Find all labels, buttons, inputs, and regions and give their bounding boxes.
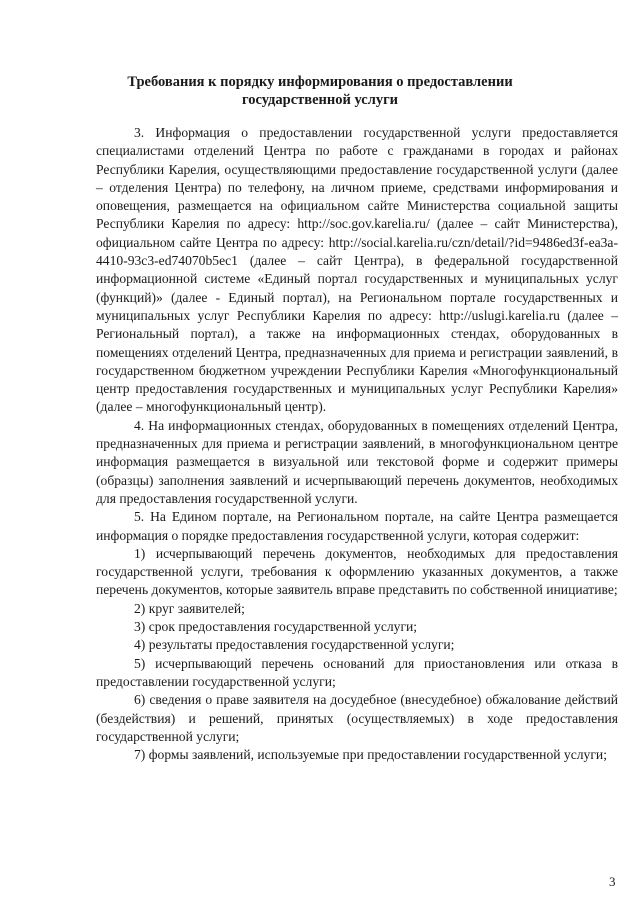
document-title: [90, 73, 550, 109]
list-item-4: 4) результаты предоставления государственной услуги;: [134, 637, 455, 653]
page-number: 3: [609, 874, 616, 889]
list-item-5: 5) исчерпывающий перечень оснований для приостановления или отказа в предоставлении государственной услуги;: [96, 655, 618, 689]
list-item-7: 7) формы заявлений, используемые при предоставлении государственной услуги;: [134, 747, 607, 763]
list-item-6: 6) сведения о праве заявителя на досудебное (внесудебное) обжалование действий (бездействия) и решений, принятых (осуществляемых) в ходе предоставления государственной услуги;: [96, 692, 618, 744]
title-line-1: Требования к порядку информирования о предоставлении: [127, 74, 513, 90]
list-item-3: 3) срок предоставления государственной услуги;: [134, 619, 418, 635]
paragraph-3: 3. Информация о предоставлении государственной услуги предоставляется специалистами отделений Центра по работе с гражданами в городах и районах Республики Карелия, осуществляющими предоставление государственной услуги (далее – отделения Центра) по телефону, на личном приеме, средствами информирования и оповещения, размещается на официальном сайте Министерства социальной защиты Республики Карелия по адресу: http://soc.gov.karelia.ru/ (далее – сайт Министерства), официальном сайте Центра по адресу: http://social.karelia.ru/czn/detail/?id=9486ed3f-ea3a-4410-93c3-ed74070b5ec1 (далее – сайт Центра), в федеральной государственной информационной системе «Единый портал государственных и муниципальных услуг (функций)» (далее - Единый портал), на Региональном портале государственных и муниципальных услуг Республики Карелия по адресу: http://uslugi.karelia.ru (далее – Региональный портал), а также на информационных стендах, оборудованных в помещениях отделений Центра, предназначенных для приема и регистрации заявлений, в государственном бюджетном учреждении Республики Карелия «Многофункциональный центр предоставления государственных и муниципальных услуг Республики Карелия» (далее – многофункциональный центр).: [96, 125, 618, 415]
list-item-2: 2) круг заявителей;: [134, 600, 245, 616]
paragraph-4: 4. На информационных стендах, оборудованных в помещениях отделений Центра, предназначенных для приема и регистрации заявлений, в многофункциональном центре информация размещается в визуальной или текстовой форме и содержит примеры (образцы) заполнения заявлений и исчерпывающий перечень документов, необходимых для предоставления государственной услуги.: [96, 417, 618, 506]
paragraph-5: 5. На Едином портале, на Региональном портале, на сайте Центра размещается информация о порядке предоставления государственной услуги, которая содержит:: [96, 509, 618, 543]
document-body: [96, 124, 618, 764]
title-line-2: государственной услуги: [241, 92, 399, 108]
list-item-1: 1) исчерпывающий перечень документов, необходимых для предоставления государственной услуги, требования к оформлению указанных документов, а также перечень документов, которые заявитель вправе представить по собственной инициативе;: [96, 545, 618, 598]
